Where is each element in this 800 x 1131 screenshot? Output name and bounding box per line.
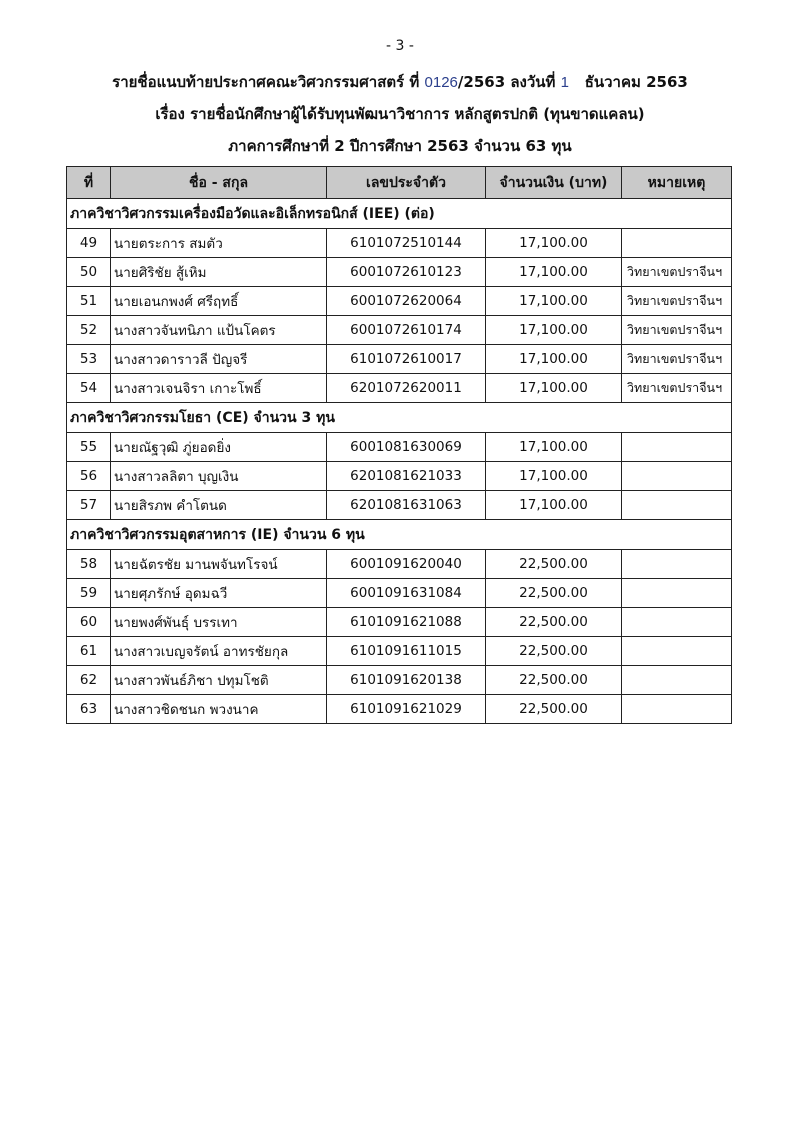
row-number: 57 xyxy=(67,491,111,520)
student-id: 6101072610017 xyxy=(327,345,486,374)
heading-line-1 xyxy=(0,70,800,94)
table-row xyxy=(67,258,732,287)
student-name: นายศิริชัย สู้เหิม xyxy=(111,258,327,287)
student-name: นางสาวชิดชนก พวงนาค xyxy=(111,695,327,724)
student-name: นายตระการ สมตัว xyxy=(111,229,327,258)
student-id: 6001072620064 xyxy=(327,287,486,316)
section-title: ภาควิชาวิศวกรรมอุตสาหการ (IE) จำนวน 6 ทุน xyxy=(67,520,732,550)
scholarship-amount: 17,100.00 xyxy=(486,462,622,491)
row-number: 61 xyxy=(67,637,111,666)
scholarship-amount: 17,100.00 xyxy=(486,374,622,403)
table-row xyxy=(67,287,732,316)
student-id: 6101091621029 xyxy=(327,695,486,724)
announcement-number: 0126 xyxy=(424,74,458,91)
table-row xyxy=(67,462,732,491)
scholarship-amount: 22,500.00 xyxy=(486,579,622,608)
student-name: นางสาวเบญจรัตน์ อาทรชัยกุล xyxy=(111,637,327,666)
table-row xyxy=(67,374,732,403)
section-title: ภาควิชาวิศวกรรมเครื่องมือวัดและอิเล็กทรอนิกส์ (IEE) (ต่อ) xyxy=(67,199,732,229)
remark xyxy=(622,695,732,724)
remark: วิทยาเขตปราจีนฯ xyxy=(622,258,732,287)
header-note: หมายเหตุ xyxy=(622,167,732,199)
scholarship-amount: 22,500.00 xyxy=(486,550,622,579)
scholarship-table xyxy=(66,166,732,724)
heading-suffix: ธันวาคม 2563 xyxy=(584,73,688,91)
student-id: 6101091611015 xyxy=(327,637,486,666)
scholarship-amount: 17,100.00 xyxy=(486,491,622,520)
remark xyxy=(622,462,732,491)
student-id: 6201081631063 xyxy=(327,491,486,520)
table-row xyxy=(67,316,732,345)
remark: วิทยาเขตปราจีนฯ xyxy=(622,316,732,345)
student-name: นายณัฐวุฒิ ภู่ยอดยิ่ง xyxy=(111,433,327,462)
scholarship-amount: 17,100.00 xyxy=(486,287,622,316)
section-title: ภาควิชาวิศวกรรมโยธา (CE) จำนวน 3 ทุน xyxy=(67,403,732,433)
student-id: 6001072610123 xyxy=(327,258,486,287)
student-name: นางสาวดาราวลี ปัญจรี xyxy=(111,345,327,374)
header-no: ที่ xyxy=(67,167,111,199)
student-name: นางสาวพันธ์ภิชา ปทุมโชติ xyxy=(111,666,327,695)
remark: วิทยาเขตปราจีนฯ xyxy=(622,345,732,374)
remark xyxy=(622,433,732,462)
section-header-row xyxy=(67,403,732,433)
student-name: นางสาวลลิตา บุญเงิน xyxy=(111,462,327,491)
row-number: 52 xyxy=(67,316,111,345)
row-number: 56 xyxy=(67,462,111,491)
table-row xyxy=(67,433,732,462)
page-number: - 3 - xyxy=(386,38,414,54)
remark: วิทยาเขตปราจีนฯ xyxy=(622,374,732,403)
table-row xyxy=(67,345,732,374)
scholarship-amount: 17,100.00 xyxy=(486,316,622,345)
remark: วิทยาเขตปราจีนฯ xyxy=(622,287,732,316)
scholarship-amount: 17,100.00 xyxy=(486,345,622,374)
scholarship-amount: 17,100.00 xyxy=(486,258,622,287)
student-id: 6101091621088 xyxy=(327,608,486,637)
remark xyxy=(622,637,732,666)
student-id: 6101091620138 xyxy=(327,666,486,695)
student-name: นางสาวจันทนิภา แป้นโคตร xyxy=(111,316,327,345)
student-id: 6001072610174 xyxy=(327,316,486,345)
student-name: นายสิรภพ คำโตนด xyxy=(111,491,327,520)
table-header-row xyxy=(67,167,732,199)
header-name: ชื่อ - สกุล xyxy=(111,167,327,199)
scholarship-amount: 22,500.00 xyxy=(486,666,622,695)
row-number: 59 xyxy=(67,579,111,608)
row-number: 49 xyxy=(67,229,111,258)
student-name: นายพงศ์พันธุ์ บรรเทา xyxy=(111,608,327,637)
row-number: 54 xyxy=(67,374,111,403)
row-number: 58 xyxy=(67,550,111,579)
row-number: 55 xyxy=(67,433,111,462)
student-id: 6201072620011 xyxy=(327,374,486,403)
student-name: นายฉัตรชัย มานพจันทโรจน์ xyxy=(111,550,327,579)
student-name: นายเอนกพงศ์ ศรีฤทธิ์ xyxy=(111,287,327,316)
announcement-day: 1 xyxy=(560,74,570,91)
heading-prefix: รายชื่อแนบท้ายประกาศคณะวิศวกรรมศาสตร์ ที่ xyxy=(112,73,420,91)
scholarship-amount: 22,500.00 xyxy=(486,608,622,637)
heading-line-3: ภาคการศึกษาที่ 2 ปีการศึกษา 2563 จำนวน 63 ทุน xyxy=(228,137,572,155)
row-number: 50 xyxy=(67,258,111,287)
row-number: 62 xyxy=(67,666,111,695)
remark xyxy=(622,550,732,579)
heading-mid: /2563 ลงวันที่ xyxy=(457,73,556,91)
scholarship-amount: 17,100.00 xyxy=(486,229,622,258)
student-id: 6201081621033 xyxy=(327,462,486,491)
table-row xyxy=(67,579,732,608)
remark xyxy=(622,491,732,520)
student-name: นายศุภรักษ์ อุดมฉวี xyxy=(111,579,327,608)
table-row xyxy=(67,695,732,724)
section-header-row xyxy=(67,520,732,550)
scholarship-amount: 22,500.00 xyxy=(486,695,622,724)
remark xyxy=(622,608,732,637)
remark xyxy=(622,579,732,608)
table-row xyxy=(67,608,732,637)
section-header-row xyxy=(67,199,732,229)
student-id: 6001081630069 xyxy=(327,433,486,462)
table-row xyxy=(67,637,732,666)
row-number: 51 xyxy=(67,287,111,316)
remark xyxy=(622,666,732,695)
heading-line-2: เรื่อง รายชื่อนักศึกษาผู้ได้รับทุนพัฒนาวิชาการ หลักสูตรปกติ (ทุนขาดแคลน) xyxy=(155,105,645,123)
table-row xyxy=(67,666,732,695)
scholarship-amount: 17,100.00 xyxy=(486,433,622,462)
table-row xyxy=(67,229,732,258)
table-row xyxy=(67,550,732,579)
student-name: นางสาวเจนจิรา เกาะโพธิ์ xyxy=(111,374,327,403)
table-body xyxy=(67,199,732,724)
table-row xyxy=(67,491,732,520)
row-number: 63 xyxy=(67,695,111,724)
student-id: 6101072510144 xyxy=(327,229,486,258)
student-id: 6001091631084 xyxy=(327,579,486,608)
header-amount: จำนวนเงิน (บาท) xyxy=(486,167,622,199)
header-id: เลขประจำตัว xyxy=(327,167,486,199)
row-number: 53 xyxy=(67,345,111,374)
scholarship-amount: 22,500.00 xyxy=(486,637,622,666)
student-id: 6001091620040 xyxy=(327,550,486,579)
remark xyxy=(622,229,732,258)
row-number: 60 xyxy=(67,608,111,637)
